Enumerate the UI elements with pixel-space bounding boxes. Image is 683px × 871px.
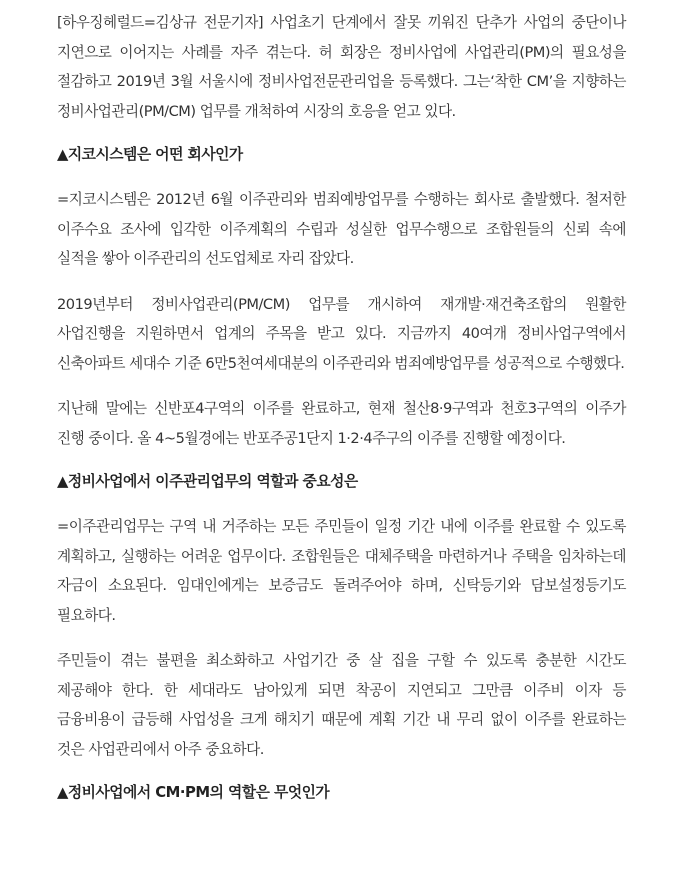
question-heading-relocation-role: ▲정비사업에서 이주관리업무의 역할과 중요성은 [57, 473, 358, 490]
article-paragraph-relocation-work: =이주관리업무는 구역 내 거주하는 모든 주민들이 일정 기간 내에 이주를 완료할 수 있도록 계획하고, 실행하는 어려운 업무이다. 조합원들은 대체주택을 마련하거나 주택을 임차하는데 자금이 소요된다. 임대인에게는 보증금도 돌려주어야 하며, 신탁등기와 담보설정등기도 필요하다. [57, 518, 626, 624]
article-paragraph-company-origin: =지코시스템은 2012년 6월 이주관리와 범죄예방업무를 수행하는 회사로 출발했다. 철저한 이주수요 조사에 입각한 이주계획의 수립과 성실한 업무수행으로 조합원들의 신뢰 속에 실적을 쌓아 이주관리의 선도업체로 자리 잡았다. [57, 191, 626, 267]
article-paragraph-pm-cm-start: 2019년부터 정비사업관리(PM/CM) 업무를 개시하여 재개발·재건축조합의 원활한 사업진행을 지원하면서 업계의 주목을 받고 있다. 지금까지 40여개 정비사업구역에서 신축아파트 세대수 기준 6만5천여세대분의 이주관리와 범죄예방업무를 성공적으로 수행했다. [57, 295, 626, 372]
article-paragraph-relocation-importance: 주민들이 겪는 불편을 최소화하고 사업기간 중 살 집을 구할 수 있도록 충분한 시간도 제공해야 한다. 한 세대라도 남아있게 되면 착공이 지연되고 그만큼 이주비 이자 등 금융비용이 급등해 사업성을 크게 해치기 때문에 계획 기간 내 무리 없이 이주를 완료하는 것은 사업관리에서 아주 중요하다. [57, 652, 626, 758]
question-heading-company: ▲지코시스템은 어떤 회사인가 [57, 146, 243, 163]
article-paragraph-current-projects: 지난해 말에는 신반포4구역의 이주를 완료하고, 현재 철산8·9구역과 천호3구역의 이주가 진행 중이다. 올 4~5월경에는 반포주공1단지 1·2·4주구의 이주를 진행할 예정이다. [57, 400, 626, 447]
question-heading-cm-pm-role: ▲정비사업에서 CM·PM의 역할은 무엇인가 [57, 784, 330, 801]
article-paragraph-intro: [하우징헤럴드=김상규 전문기자] 사업초기 단계에서 잘못 끼워진 단추가 사업의 중단이나 지연으로 이어지는 사례를 자주 겪는다. 허 회장은 정비사업에 사업관리(PM)의 필요성을 절감하고 2019년 3월 서울시에 정비사업전문관리업을 등록했다. 그는‘착한 CM’을 지향하는 정비사업관리(PM/CM) 업무를 개척하여 시장의 호응을 얻고 있다. [57, 14, 626, 120]
